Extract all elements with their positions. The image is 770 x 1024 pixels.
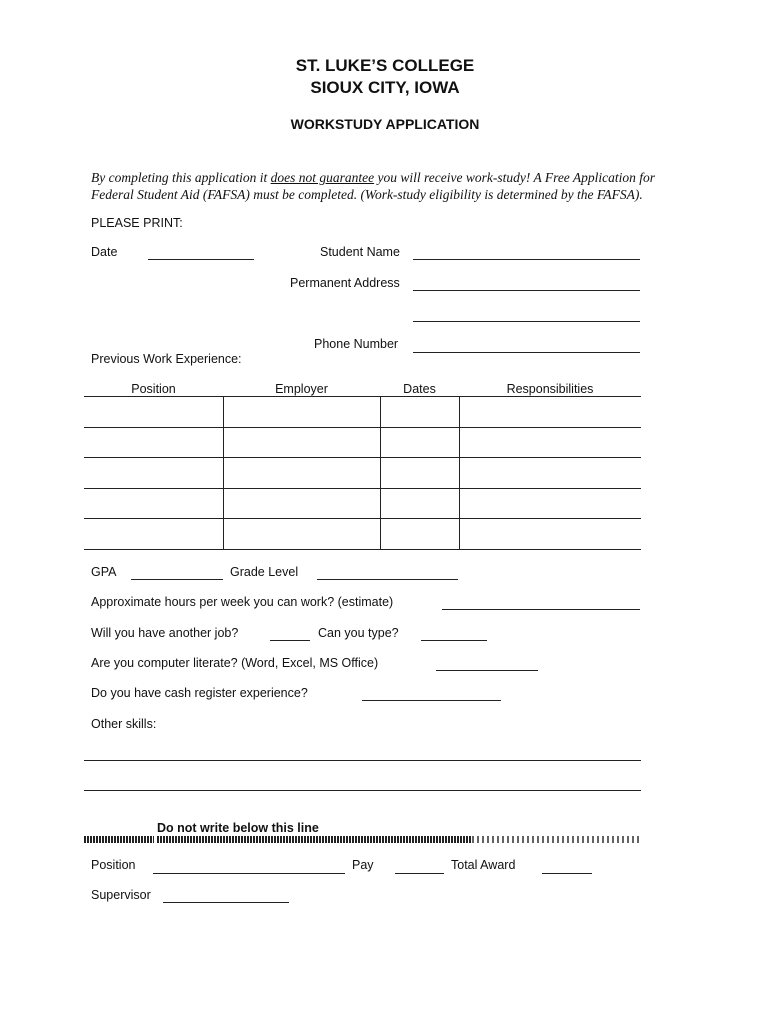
col-responsibilities-header: Responsibilities	[459, 381, 641, 397]
student-name-label: Student Name	[320, 245, 400, 259]
responsibilities-cell[interactable]	[459, 427, 641, 458]
table-row	[84, 458, 641, 489]
office-position-label: Position	[91, 858, 136, 872]
pay-label: Pay	[352, 858, 374, 872]
divider-dashes-middle	[157, 836, 472, 843]
college-name: ST. LUKE’S COLLEGE	[295, 56, 475, 75]
employer-cell[interactable]	[223, 519, 380, 550]
col-dates-header: Dates	[380, 381, 459, 397]
employer-cell[interactable]	[223, 488, 380, 519]
student-name-field[interactable]	[413, 259, 640, 260]
address-line-2-field[interactable]	[413, 321, 640, 322]
experience-table	[84, 381, 641, 550]
table-row	[84, 519, 641, 550]
position-cell[interactable]	[84, 427, 223, 458]
dates-cell[interactable]	[380, 519, 459, 550]
responsibilities-cell[interactable]	[459, 397, 641, 428]
cash-register-field[interactable]	[362, 700, 501, 701]
dates-cell[interactable]	[380, 427, 459, 458]
grade-level-label: Grade Level	[230, 565, 299, 579]
office-position-field[interactable]	[153, 873, 345, 874]
gpa-field[interactable]	[131, 579, 223, 580]
date-label: Date	[91, 245, 118, 259]
hours-label: Approximate hours per week you can work? (estimate)	[91, 595, 394, 609]
phone-number-field[interactable]	[413, 352, 640, 353]
please-print-label: PLEASE PRINT:	[91, 216, 183, 230]
employer-cell[interactable]	[223, 427, 380, 458]
another-job-field[interactable]	[270, 640, 310, 641]
dates-cell[interactable]	[380, 488, 459, 519]
previous-work-label: Previous Work Experience:	[91, 352, 242, 366]
form-title: WORKSTUDY APPLICATION	[290, 116, 480, 132]
responsibilities-cell[interactable]	[459, 458, 641, 489]
dates-cell[interactable]	[380, 458, 459, 489]
other-skills-label: Other skills:	[91, 717, 157, 731]
another-job-label: Will you have another job?	[91, 626, 239, 640]
table-header-row	[84, 381, 641, 397]
position-cell[interactable]	[84, 519, 223, 550]
phone-number-label: Phone Number	[314, 337, 399, 351]
employer-cell[interactable]	[223, 458, 380, 489]
address-line-1-field[interactable]	[413, 290, 640, 291]
position-cell[interactable]	[84, 488, 223, 519]
col-employer-header: Employer	[223, 381, 380, 397]
date-field[interactable]	[148, 259, 254, 260]
supervisor-label: Supervisor	[91, 888, 151, 902]
col-position-header: Position	[84, 381, 223, 397]
computer-literate-label: Are you computer literate? (Word, Excel, MS Office)	[91, 656, 379, 670]
divider-dashes-right	[472, 836, 640, 843]
supervisor-field[interactable]	[163, 902, 289, 903]
hours-field[interactable]	[442, 609, 640, 610]
intro-text	[91, 169, 691, 203]
gpa-label: GPA	[91, 565, 117, 579]
permanent-address-label: Permanent Address	[290, 276, 400, 290]
responsibilities-cell[interactable]	[459, 519, 641, 550]
position-cell[interactable]	[84, 458, 223, 489]
other-skills-line-1-field[interactable]	[84, 760, 641, 761]
total-award-label: Total Award	[451, 858, 516, 872]
position-cell[interactable]	[84, 397, 223, 428]
employer-cell[interactable]	[223, 397, 380, 428]
computer-literate-field[interactable]	[436, 670, 538, 671]
dates-cell[interactable]	[380, 397, 459, 428]
cash-register-label: Do you have cash register experience?	[91, 686, 308, 700]
table-row	[84, 427, 641, 458]
can-type-label: Can you type?	[318, 626, 399, 640]
table-row	[84, 397, 641, 428]
intro-part-1: By completing this application it	[91, 170, 271, 185]
pay-field[interactable]	[395, 873, 444, 874]
other-skills-line-2-field[interactable]	[84, 790, 641, 791]
intro-underlined: does not guarantee	[270, 170, 375, 185]
total-award-field[interactable]	[542, 873, 592, 874]
responsibilities-cell[interactable]	[459, 488, 641, 519]
college-city: SIOUX CITY, IOWA	[310, 78, 460, 97]
office-divider-label: Do not write below this line	[157, 821, 319, 835]
divider-dashes-left	[84, 836, 154, 843]
intro-part-2: you will receive work-study! A Free Application for Federal Student Aid (FAFSA) must be completed. (Work-study eligibility is determined by the FAFSA).	[91, 170, 656, 202]
grade-level-field[interactable]	[317, 579, 458, 580]
can-type-field[interactable]	[421, 640, 487, 641]
table-row	[84, 488, 641, 519]
